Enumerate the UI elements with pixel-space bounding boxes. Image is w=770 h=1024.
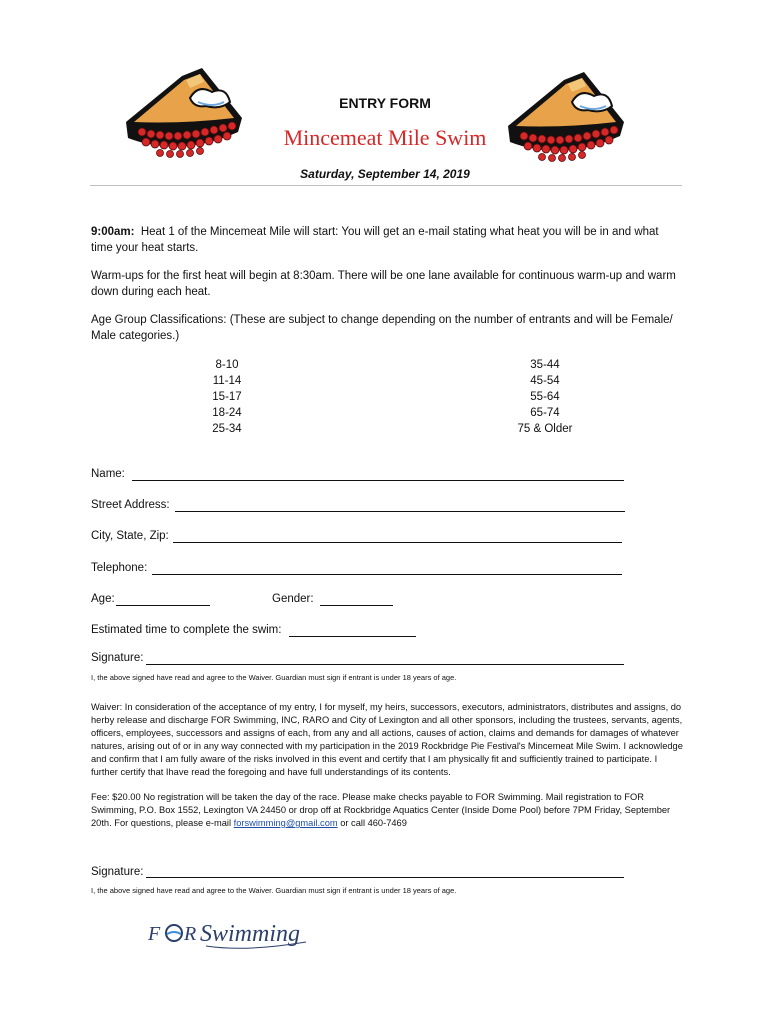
city-label: City, State, Zip: [91, 530, 169, 542]
email-link[interactable]: forswimming@gmail.com [233, 818, 338, 828]
heat-time: 9:00am: [91, 226, 135, 238]
street-label: Street Address: [91, 499, 170, 511]
logo-text: F [148, 923, 161, 945]
signature-note-2: I, the above signed have read and agree to the Waiver. Guardian must sign if entrant is under 18 years of age. [91, 886, 457, 895]
fee-text: Fee: $20.00 No registration will be taken the day of the race. Please make checks payable to FOR Swimming. Mail registration to FOR Swimming, P.O. Box 1552, Lexington VA 24450 or drop off at Rockbridge Aquatics Center (Inside Dome Pool) before 7PM Friday, September 20th. For questions, please e-mail [91, 792, 671, 828]
waiver-text: Waiver: In consideration of the acceptance of my entry, I for myself, my heirs, successors, executors, administrators, distributes and assigns, do herby release and discharge FOR Swimming, INC, RARO and City of Lexington and all other sponsors, including the trustees, servants, agents, officers, employees, successors and assigns of each, from any and all actions, causes of action, claims and demands for damages of whatever natures, arising out of or in any way connected with my participation in the 2019 Rockbridge Pie Festival's Mincemeat Mile Swim. I acknowledge and confirm that I am fully aware of the risks involved in this event and certify that I am physically fit and sufficiently trained to participate. I further certify that Ihave read the foregoing and have full understandings of its contents. [91, 702, 683, 777]
age-group: 25-34 [212, 423, 242, 435]
telephone-field[interactable] [152, 574, 622, 575]
signature-field[interactable] [146, 664, 624, 665]
city-state-zip-field[interactable] [173, 542, 622, 543]
signature-field-2[interactable] [146, 877, 624, 878]
name-label: Name: [91, 468, 125, 480]
telephone-label: Telephone: [91, 562, 148, 574]
age-groups-left [197, 357, 257, 437]
age-label: Age: [91, 593, 115, 605]
signature-label-2: Signature: [91, 866, 144, 878]
fee-info [91, 791, 683, 830]
age-group: 15-17 [212, 391, 242, 403]
for-swimming-logo [146, 910, 316, 956]
age-field[interactable] [116, 605, 210, 606]
estimated-time-label: Estimated time to complete the swim: [91, 624, 282, 636]
age-group-intro: Age Group Classifications: (These are subject to change depending on the number of entrants and will be Female/ Male categories.) [91, 314, 673, 342]
heat-text: Heat 1 of the Mincemeat Mile will start: You will get an e-mail stating what heat you will be in and what time your heat starts. [91, 226, 659, 254]
age-group: 45-54 [530, 375, 560, 387]
street-address-field[interactable] [175, 511, 625, 512]
signature-label: Signature: [91, 652, 144, 664]
age-group: 75 & Older [517, 423, 573, 435]
svg-text:R: R [184, 923, 197, 945]
heat-info [91, 224, 681, 256]
gender-field[interactable] [320, 605, 393, 606]
age-group: 18-24 [212, 407, 242, 419]
signature-note: I, the above signed have read and agree to the Waiver. Guardian must sign if entrant is under 18 years of age. [91, 673, 457, 682]
age-groups-right [505, 357, 585, 437]
age-group: 35-44 [530, 359, 560, 371]
fee-text-end: or call 460-7469 [337, 818, 407, 828]
age-group: 11-14 [212, 375, 242, 387]
header-divider [90, 185, 682, 186]
pie-illustration-right [502, 66, 642, 166]
estimated-time-field[interactable] [289, 636, 416, 637]
age-group: 65-74 [530, 407, 560, 419]
age-group: 55-64 [530, 391, 560, 403]
age-group: 8-10 [215, 359, 239, 371]
event-name: Mincemeat Mile Swim [283, 125, 487, 150]
svg-text:Swimming: Swimming [200, 921, 301, 947]
name-field[interactable] [132, 480, 624, 481]
gender-label: Gender: [272, 593, 314, 605]
warmup-info: Warm-ups for the first heat will begin at 8:30am. There will be one lane available for continuous warm-up and warm down during each heat. [91, 270, 676, 298]
event-date: Saturday, September 14, 2019 [300, 167, 470, 181]
form-title: ENTRY FORM [339, 95, 431, 111]
